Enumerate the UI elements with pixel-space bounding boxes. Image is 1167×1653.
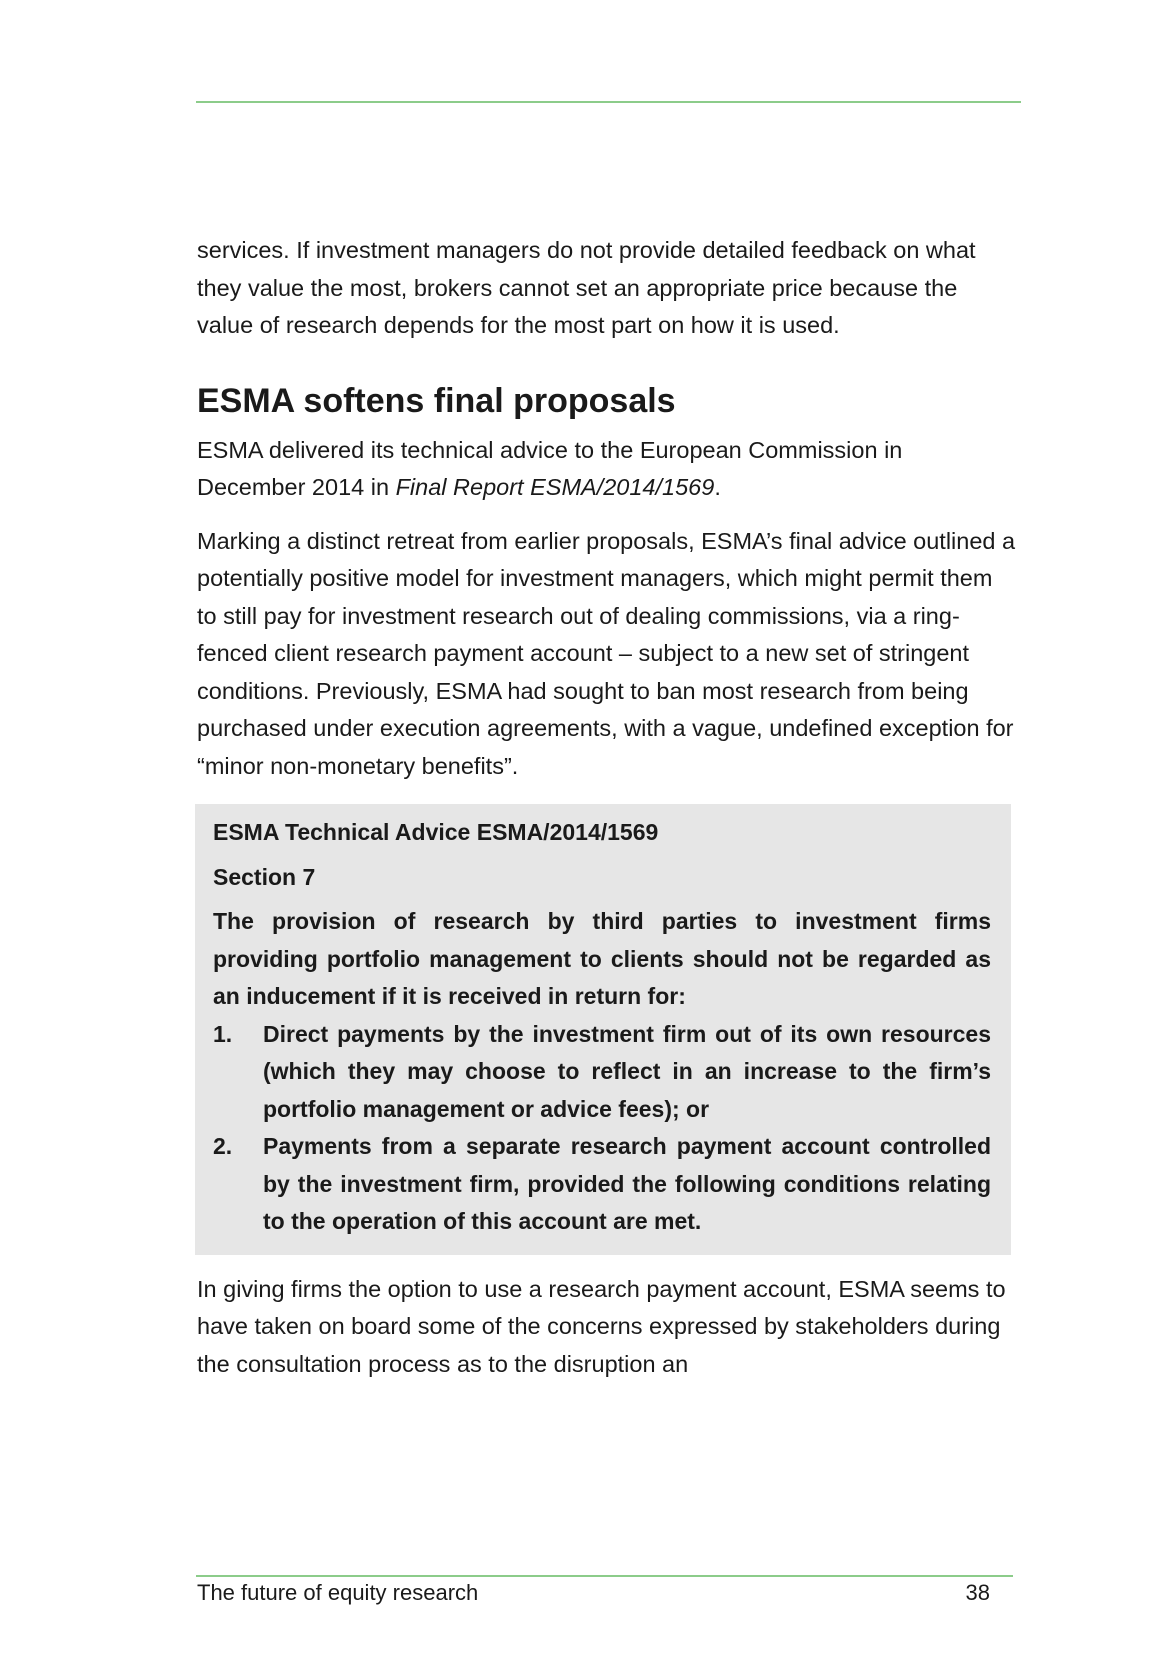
footer-rule	[196, 1575, 1013, 1577]
list-item-number: 2.	[213, 1133, 233, 1159]
body-paragraph-4: In giving firms the option to use a research payment account, ESMA seems to have taken on board some of the concerns expressed by stakeholders during the consultation process as to the disruption an	[197, 1275, 1006, 1377]
box-section-label: Section 7	[213, 863, 316, 890]
box-list-item	[213, 1016, 991, 1129]
box-list-item	[213, 1128, 991, 1241]
section-heading: ESMA softens final proposals	[197, 381, 676, 420]
report-title-italic: Final Report ESMA/2014/1569	[395, 474, 715, 500]
paragraph-2-end: .	[714, 474, 721, 500]
box-title: ESMA Technical Advice ESMA/2014/1569	[213, 819, 659, 845]
box-list	[213, 1016, 991, 1241]
list-item-number: 1.	[213, 1020, 233, 1047]
header-rule	[196, 101, 1021, 103]
page-content	[197, 232, 1017, 1383]
footer-title: The future of equity research	[197, 1580, 479, 1605]
list-item-text: Payments from a separate research payment account controlled by the investment firm, provided the following conditions relating to the operation of this account are met.	[263, 1133, 991, 1234]
page-number: 38	[965, 1580, 990, 1605]
list-item-text: Direct payments by the investment firm out of its own resources (which they may choose to reflect in an increase to the firm’s portfolio management or advice fees); or	[263, 1020, 991, 1122]
technical-advice-box	[195, 804, 1011, 1255]
box-intro: The provision of research by third parties to investment firms providing portfolio management to clients should not be regarded as an inducement if it is received in return for:	[213, 908, 991, 1009]
body-paragraph-1: services. If investment managers do not provide detailed feedback on what they value the most, brokers cannot set an appropriate price because the value of research depends for the most part on how it is used.	[197, 237, 976, 338]
body-paragraph-3: Marking a distinct retreat from earlier proposals, ESMA’s final advice outlined a potentially positive model for investment managers, which might permit them to still pay for investment research out of dealing commissions, via a ring-fenced client research payment account – subject to a new set of stringent conditions. Previously, ESMA had sought to ban most research from being purchased under execution agreements, with a vague, undefined exception for “minor non-monetary benefits”.	[197, 527, 1016, 779]
paragraph-2-text: ESMA delivered its technical advice to the European Commission in December 2014 in	[197, 436, 903, 500]
body-paragraph-2	[197, 432, 1017, 507]
